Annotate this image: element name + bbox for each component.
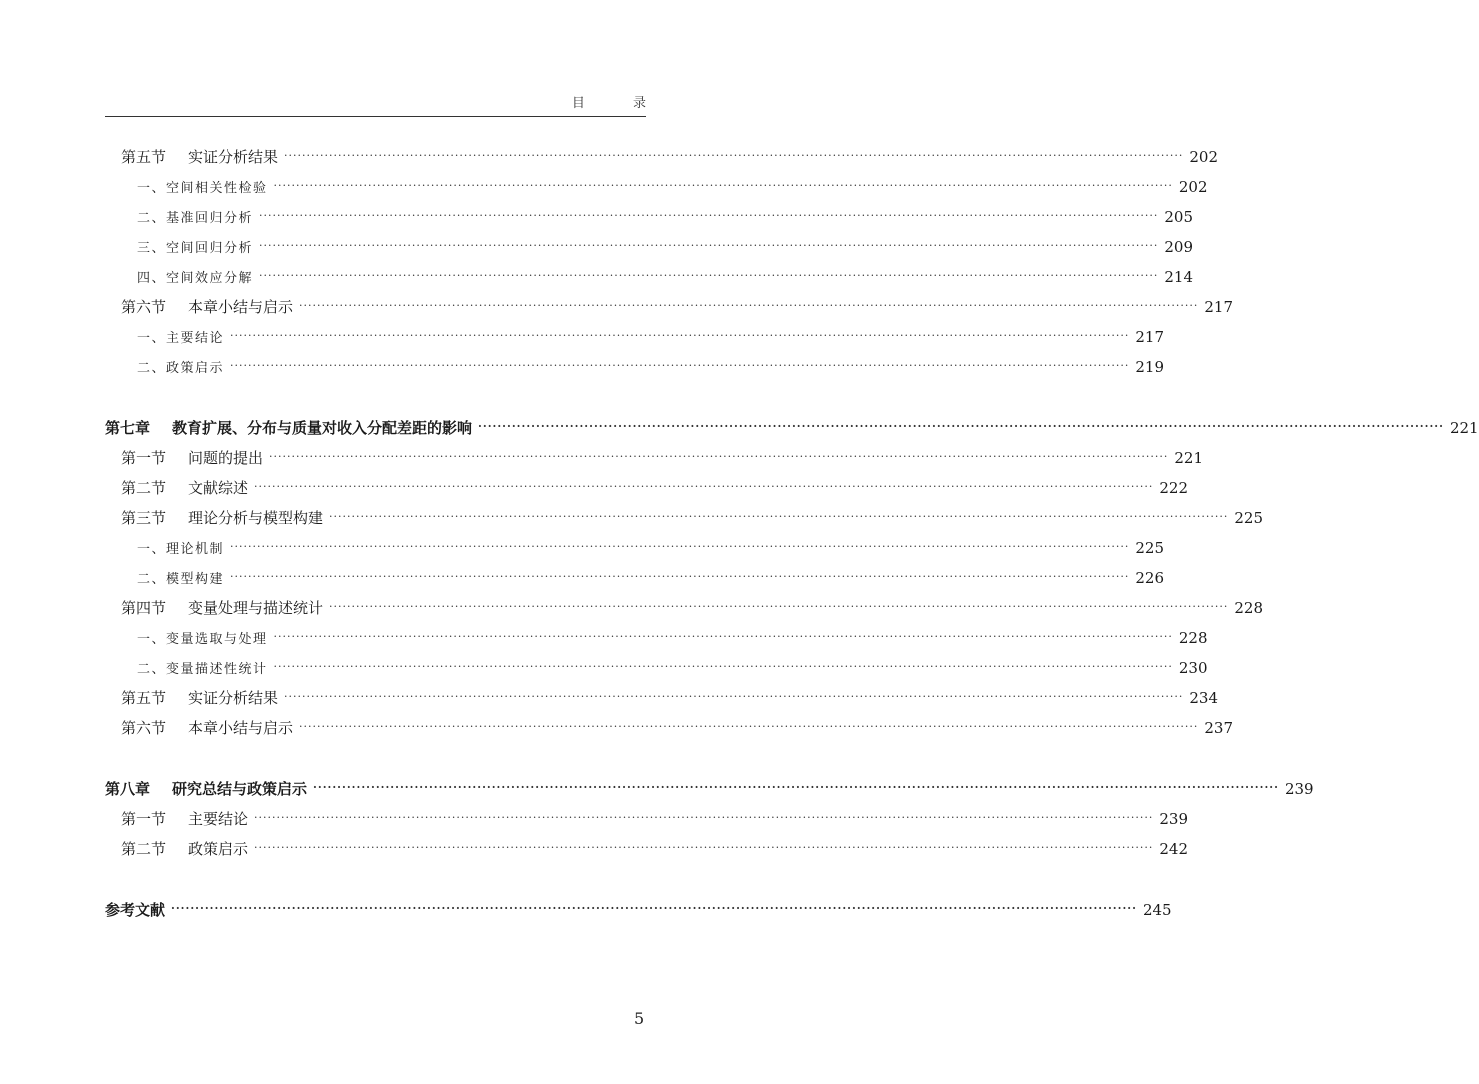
toc-section-entry[interactable]	[121, 147, 1218, 169]
toc-entry-label	[121, 598, 323, 618]
toc-item-entry[interactable]	[137, 568, 1164, 590]
toc-entry-number: 第二节	[121, 479, 167, 497]
toc-entry-title: 问题的提出	[188, 449, 264, 467]
toc-section-entry[interactable]	[121, 448, 1203, 470]
toc-entry-page: 228	[1234, 599, 1263, 617]
toc-entry-page: 209	[1164, 238, 1193, 256]
dot-leader: ········································································································································································································	[254, 480, 1154, 493]
running-header-title: 目 录	[571, 96, 668, 111]
toc-entry-number: 第四节	[121, 599, 167, 617]
dot-leader: ········································································································································································································	[273, 630, 1173, 643]
toc-entry-title: 主要结论	[188, 810, 249, 828]
toc-chapter-entry[interactable]	[105, 900, 1172, 922]
toc-entry-page: 225	[1135, 539, 1164, 557]
toc-entry-page: 214	[1164, 268, 1193, 286]
toc-section-entry[interactable]	[121, 478, 1188, 500]
toc-item-entry[interactable]	[137, 207, 1193, 229]
toc-entry-number: 一、	[137, 632, 167, 647]
toc-entry-page: 222	[1159, 479, 1188, 497]
toc-chapter-entry[interactable]	[105, 779, 1314, 801]
toc-section-entry[interactable]	[121, 688, 1218, 710]
toc-entry-number: 第五节	[121, 689, 167, 707]
dot-leader: ········································································································································································································	[329, 510, 1229, 523]
toc-entry-label	[137, 209, 253, 229]
toc-entry-page: 221	[1174, 449, 1203, 467]
toc-entry-page: 226	[1135, 569, 1164, 587]
toc-entry-page: 239	[1159, 810, 1188, 828]
toc-entry-label	[137, 269, 253, 289]
toc-entry-label	[121, 448, 263, 468]
toc-entry-label	[105, 418, 472, 438]
dot-leader: ········································································································································································································	[284, 149, 1184, 162]
dot-leader: ········································································································································································································	[259, 209, 1159, 222]
toc-item-entry[interactable]	[137, 237, 1193, 259]
dot-leader: ········································································································································································································	[259, 239, 1159, 252]
toc-entry-number: 第二节	[121, 840, 167, 858]
toc-entry-title: 文献综述	[188, 479, 249, 497]
toc-entry-label	[121, 478, 248, 498]
toc-entry-label	[137, 239, 253, 259]
toc-entry-label	[137, 660, 268, 680]
toc-section-entry[interactable]	[121, 598, 1263, 620]
toc-entry-title: 理论机制	[166, 542, 225, 557]
dot-leader: ········································································································································································································	[273, 179, 1173, 192]
toc-entry-number: 第五节	[121, 148, 167, 166]
toc-entry-page: 221	[1449, 419, 1479, 437]
toc-entry-number: 第六节	[121, 298, 167, 316]
dot-leader: ········································································································································································································	[299, 720, 1199, 733]
page-number: 5	[634, 1009, 645, 1028]
toc-entry-label	[137, 540, 224, 560]
toc-entry-title: 基准回归分析	[166, 211, 254, 226]
toc-entry-number: 一、	[137, 542, 167, 557]
toc-entry-page: 202	[1189, 148, 1218, 166]
toc-entry-number: 二、	[137, 662, 167, 677]
dot-leader: ········································································································································································································	[329, 600, 1229, 613]
toc-entry-title: 实证分析结果	[188, 689, 279, 707]
dot-leader: ········································································································································································································	[269, 450, 1169, 463]
toc-entry-page: 217	[1135, 328, 1164, 346]
toc-entry-title: 参考文献	[105, 901, 166, 919]
toc-entry-page: 225	[1234, 509, 1263, 527]
dot-leader: ········································································································································································································	[230, 329, 1130, 342]
toc-item-entry[interactable]	[137, 267, 1193, 289]
toc-entry-title: 本章小结与启示	[188, 298, 294, 316]
toc-entry-title: 变量选取与处理	[166, 632, 268, 647]
toc-entry-page: 245	[1142, 901, 1172, 919]
dot-leader: ········································································································································································································	[299, 299, 1199, 312]
toc-entry-label	[137, 329, 224, 349]
toc-item-entry[interactable]	[137, 177, 1208, 199]
toc-entry-label	[121, 297, 293, 317]
toc-entry-number: 二、	[137, 211, 167, 226]
toc-entry-title: 空间相关性检验	[166, 181, 268, 196]
dot-leader: ········································································································································································································	[273, 660, 1173, 673]
toc-entry-page: 230	[1178, 659, 1208, 677]
toc-entry-label	[121, 809, 248, 829]
toc-entry-number: 第一节	[121, 449, 167, 467]
toc-item-entry[interactable]	[137, 628, 1208, 650]
toc-item-entry[interactable]	[137, 357, 1164, 379]
toc-entry-number: 二、	[137, 572, 167, 587]
toc-entry-page: 234	[1189, 689, 1218, 707]
toc-entry-number: 第三节	[121, 509, 167, 527]
toc-entry-number: 一、	[137, 331, 167, 346]
toc-entry-number: 第六节	[121, 719, 167, 737]
toc-entry-number: 二、	[137, 361, 167, 376]
toc-section-entry[interactable]	[121, 508, 1263, 530]
toc-entry-label	[121, 688, 278, 708]
dot-leader: ········································································································································································································	[230, 359, 1130, 372]
toc-entry-title: 政策启示	[188, 840, 249, 858]
toc-entry-label	[137, 179, 268, 199]
toc-entry-page: 239	[1284, 780, 1314, 798]
dot-leader: ········································································································································································································	[313, 781, 1279, 794]
toc-entry-page: 237	[1204, 719, 1233, 737]
toc-entry-label	[121, 508, 323, 528]
toc-entry-title: 研究总结与政策启示	[172, 780, 308, 798]
dot-leader: ········································································································································································································	[171, 902, 1137, 915]
toc-entry-number: 第一节	[121, 810, 167, 828]
toc-entry-label	[105, 779, 307, 799]
toc-entry-title: 实证分析结果	[188, 148, 279, 166]
toc-section-entry[interactable]	[121, 839, 1188, 861]
toc-entry-number: 三、	[137, 241, 167, 256]
toc-entry-title: 变量描述性统计	[166, 662, 268, 677]
dot-leader: ········································································································································································································	[230, 540, 1130, 553]
toc-entry-number: 第七章	[105, 419, 151, 437]
toc-section-entry[interactable]	[121, 809, 1188, 831]
toc-entry-label	[137, 570, 224, 590]
dot-leader: ········································································································································································································	[254, 841, 1154, 854]
dot-leader: ········································································································································································································	[478, 420, 1444, 433]
toc-chapter-entry[interactable]	[105, 418, 1479, 440]
toc-entry-title: 教育扩展、分布与质量对收入分配差距的影响	[172, 419, 473, 437]
toc-entry-page: 242	[1159, 840, 1188, 858]
toc-entry-title: 空间效应分解	[166, 271, 254, 286]
toc-entry-title: 理论分析与模型构建	[188, 509, 324, 527]
toc-entry-label	[121, 147, 278, 167]
toc-item-entry[interactable]	[137, 658, 1208, 680]
toc-entry-page: 202	[1178, 178, 1208, 196]
dot-leader: ········································································································································································································	[230, 570, 1130, 583]
toc-entry-title: 模型构建	[166, 572, 225, 587]
running-header	[105, 86, 668, 117]
dot-leader: ········································································································································································································	[254, 811, 1154, 824]
toc-entry-label	[137, 359, 224, 379]
toc-entry-title: 空间回归分析	[166, 241, 254, 256]
toc-entry-title: 主要结论	[166, 331, 225, 346]
toc-entry-page: 219	[1135, 358, 1164, 376]
toc-item-entry[interactable]	[137, 538, 1164, 560]
toc-entry-number: 一、	[137, 181, 167, 196]
toc-entry-page: 217	[1204, 298, 1233, 316]
toc-entry-number: 四、	[137, 271, 167, 286]
dot-leader: ········································································································································································································	[284, 690, 1184, 703]
toc-entry-title: 政策启示	[166, 361, 225, 376]
toc-entry-title: 本章小结与启示	[188, 719, 294, 737]
toc-entry-label	[137, 630, 268, 650]
toc-item-entry[interactable]	[137, 327, 1164, 349]
toc-entry-page: 228	[1178, 629, 1208, 647]
toc-section-entry[interactable]	[121, 297, 1233, 319]
toc-section-entry[interactable]	[121, 718, 1233, 740]
toc-entry-number: 第八章	[105, 780, 151, 798]
toc-entry-title: 变量处理与描述统计	[188, 599, 324, 617]
dot-leader: ········································································································································································································	[259, 269, 1159, 282]
toc-entry-page: 205	[1164, 208, 1193, 226]
toc-entry-label	[121, 839, 248, 859]
toc-entry-label	[105, 900, 165, 920]
toc-entry-label	[121, 718, 293, 738]
